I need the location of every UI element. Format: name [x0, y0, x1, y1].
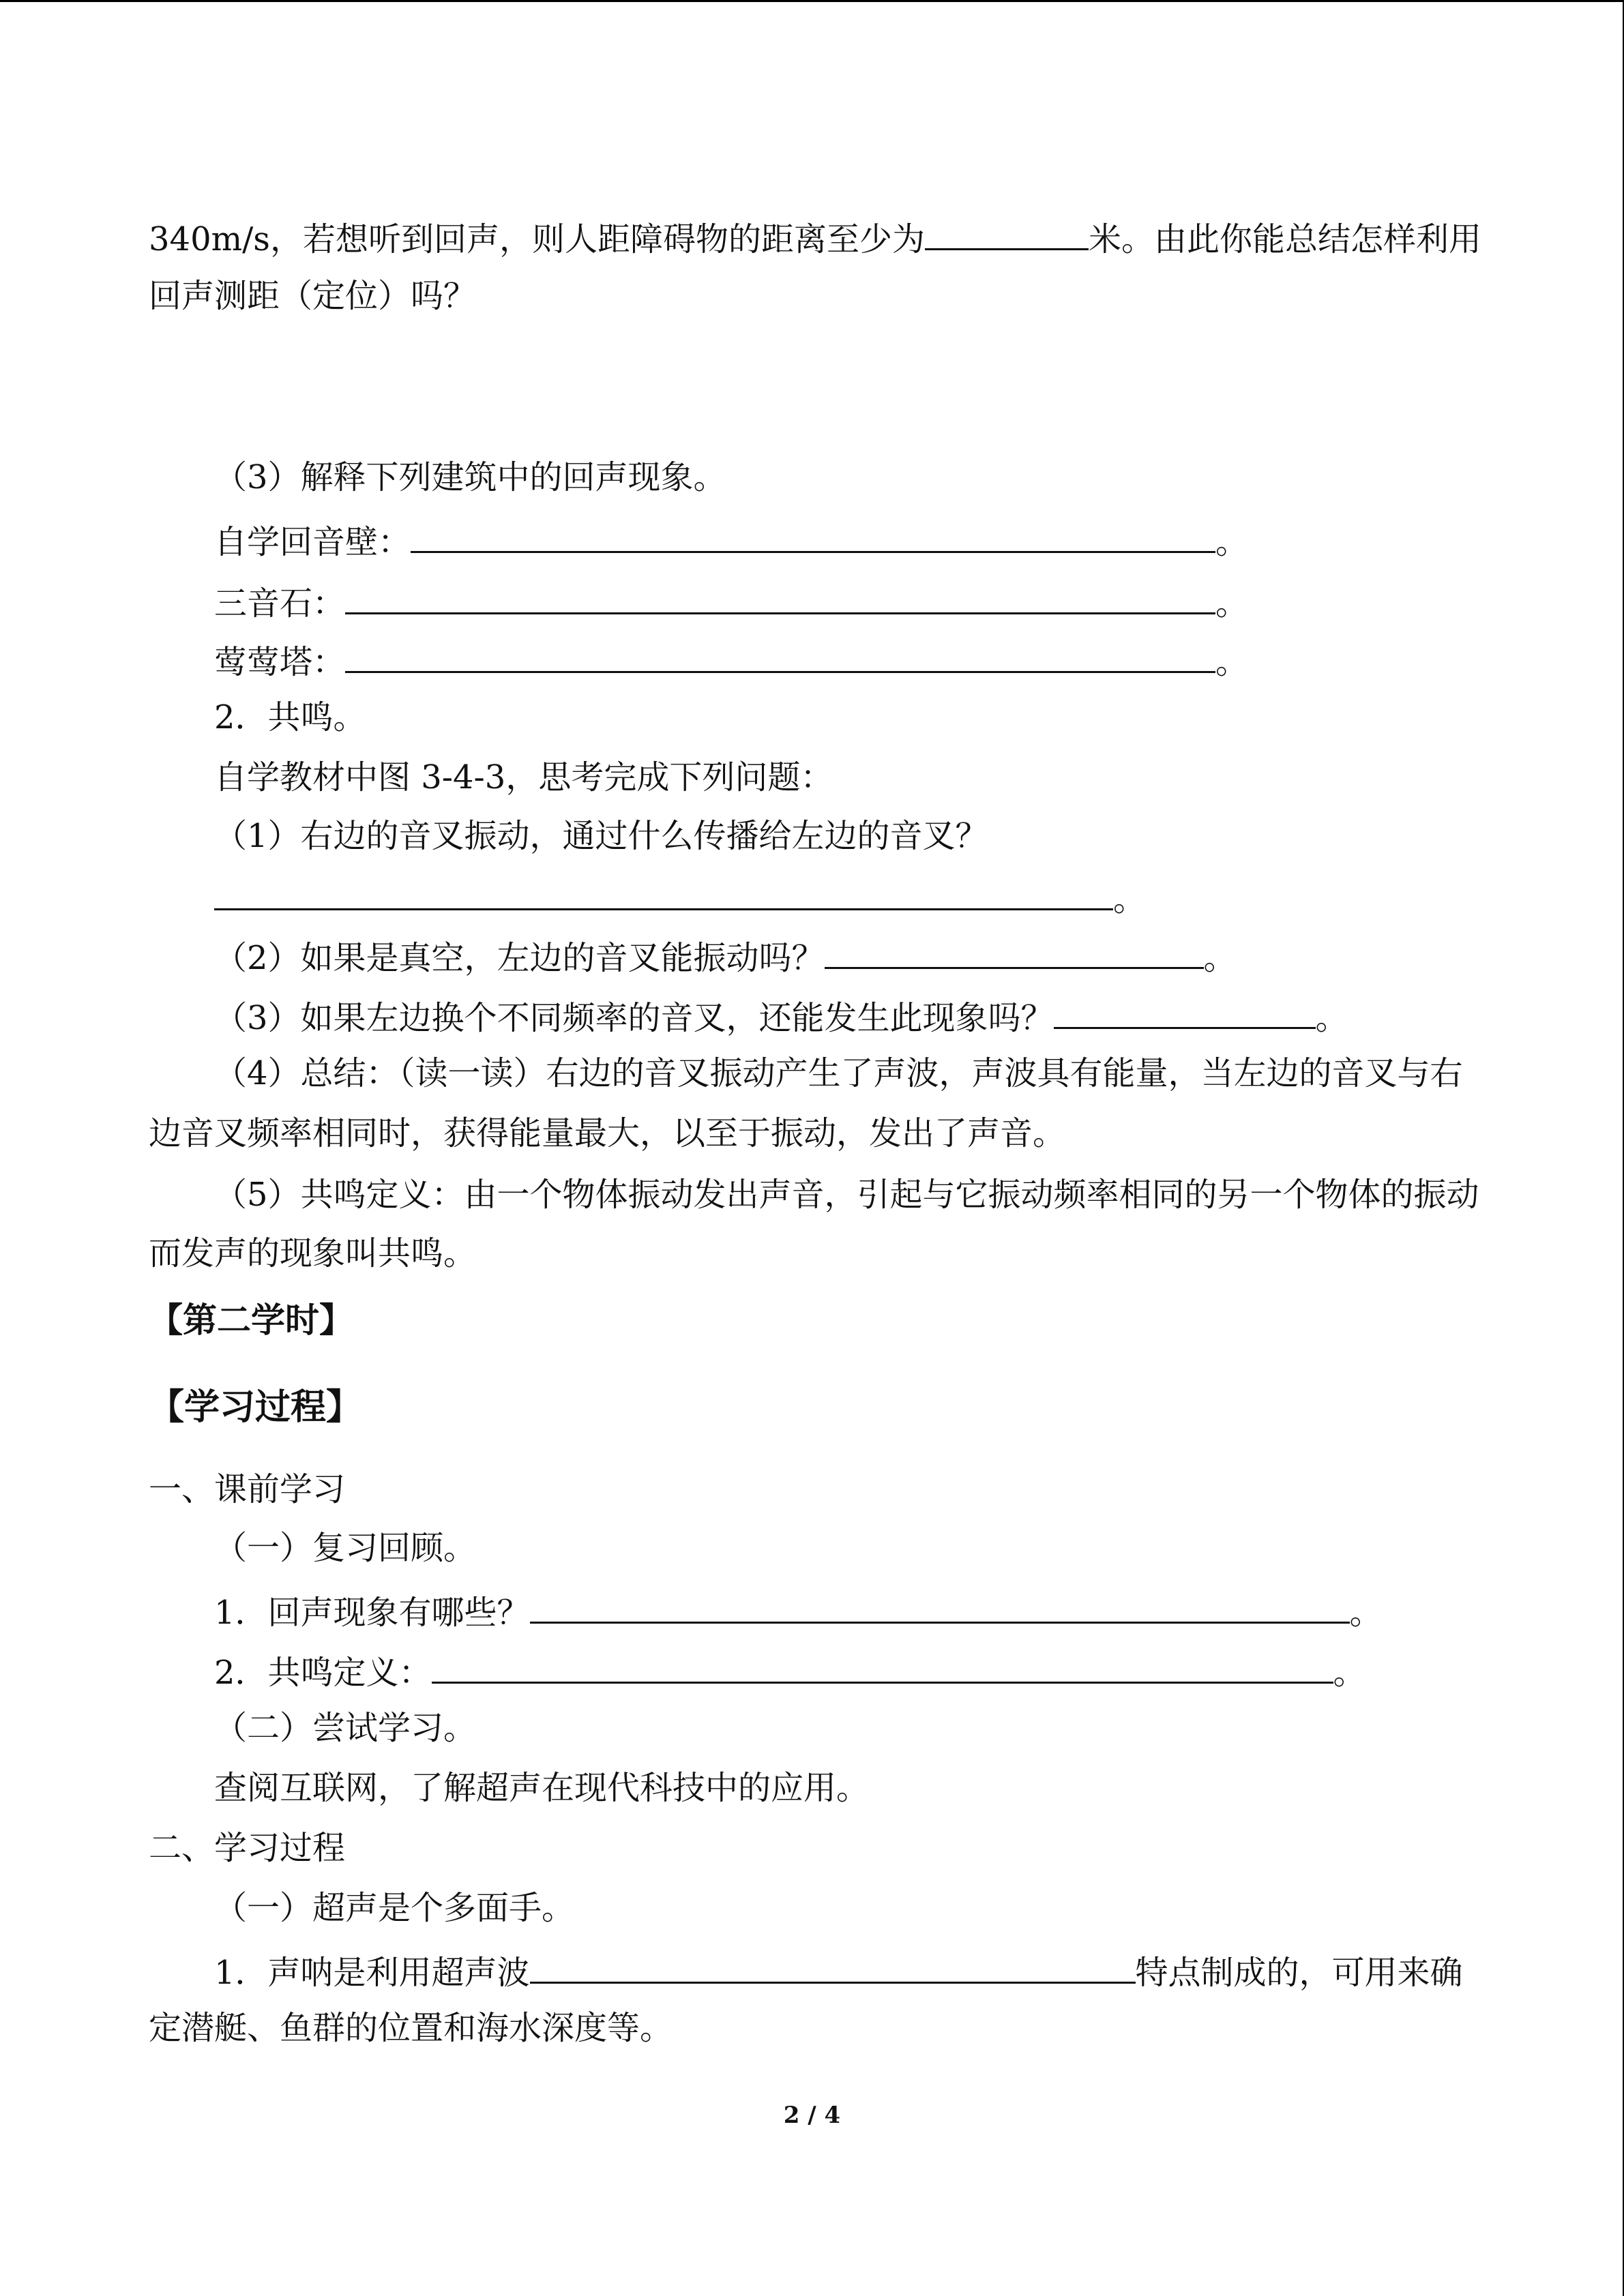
review-q2-text: 2．共鸣定义：: [214, 1654, 432, 1692]
sonar-text-end: 特点制成的，可用来确: [1135, 1954, 1463, 1992]
echo-wall-blank[interactable]: [411, 520, 1215, 553]
period: 。: [1315, 999, 1348, 1037]
resonance-q2-text: （2）如果是真空，左边的音叉能振动吗？: [214, 939, 825, 977]
echo-wall-label: 自学回音壁：: [214, 523, 411, 561]
echo-ranging-question: 回声测距（定位）吗？: [149, 277, 477, 315]
review-heading: （一）复习回顾。: [214, 1529, 477, 1567]
period: 。: [1215, 643, 1249, 681]
review-q2: [214, 1650, 1366, 1692]
pre-class-heading: 一、课前学习: [149, 1470, 346, 1508]
echo-distance-blank[interactable]: [925, 217, 1089, 250]
period: 。: [1113, 880, 1147, 919]
learning-process-heading: 【学习过程】: [149, 1387, 362, 1428]
resonance-q1-blank[interactable]: [214, 877, 1113, 910]
resonance-q3-blank[interactable]: [1054, 996, 1316, 1029]
review-q1: [214, 1590, 1383, 1632]
resonance-q2-blank[interactable]: [825, 936, 1204, 969]
resonance-summary-line2: 边音叉频率相同时，获得能量最大，以至于振动，发出了声音。: [149, 1114, 1066, 1152]
yingying-tower-blank[interactable]: [345, 640, 1215, 673]
period: 。: [1333, 1654, 1366, 1692]
three-stones-line: [214, 581, 1249, 623]
process-heading: 二、学习过程: [149, 1829, 346, 1867]
resonance-q1-answer: [214, 877, 1147, 919]
internet-instruction: 查阅互联网，了解超声在现代科技中的应用。: [214, 1769, 870, 1807]
resonance-heading: 2．共鸣。: [214, 698, 366, 736]
period: 。: [1215, 523, 1249, 561]
explain-echo-heading: （3）解释下列建筑中的回声现象。: [214, 458, 726, 496]
second-period-heading: 【第二学时】: [149, 1300, 353, 1340]
echo-distance-text-end: 米。由此你能总结怎样利用: [1088, 220, 1481, 258]
review-q1-blank[interactable]: [530, 1590, 1350, 1624]
resonance-q3: [214, 996, 1348, 1037]
echo-distance-text: 340m/s，若想听到回声，则人距障碍物的距离至少为: [149, 220, 925, 258]
sonar-question-continued: 定潜艇、鱼群的位置和海水深度等。: [149, 2009, 673, 2047]
yingying-tower-label: 莺莺塔：: [214, 643, 346, 681]
page-number: 2 / 4: [783, 2102, 841, 2129]
resonance-q2: [214, 936, 1237, 977]
yingying-tower-line: [214, 640, 1249, 681]
resonance-q3-text: （3）如果左边换个不同频率的音叉，还能发生此现象吗？: [214, 999, 1054, 1037]
ultrasound-heading: （一）超声是个多面手。: [214, 1889, 575, 1927]
echo-wall-line: [214, 520, 1249, 561]
try-learn-heading: （二）尝试学习。: [214, 1709, 477, 1747]
self-study-instruction: 自学教材中图 3-4-3，思考完成下列问题：: [214, 758, 833, 796]
resonance-q1: （1）右边的音叉振动，通过什么传播给左边的音叉？: [214, 817, 988, 855]
period: 。: [1203, 939, 1237, 977]
resonance-summary-line1: （4）总结：（读一读）右边的音叉振动产生了声波，声波具有能量，当左边的音叉与右: [214, 1054, 1463, 1092]
sonar-text: 1．声呐是利用超声波: [214, 1954, 530, 1992]
period: 。: [1349, 1594, 1383, 1632]
three-stones-label: 三音石：: [214, 584, 346, 623]
resonance-definition-line2: 而发声的现象叫共鸣。: [149, 1234, 477, 1272]
review-q2-blank[interactable]: [432, 1650, 1333, 1684]
sonar-blank[interactable]: [530, 1950, 1136, 1984]
period: 。: [1215, 584, 1249, 623]
echo-distance-question: [149, 217, 1481, 258]
sonar-question: [214, 1950, 1463, 1992]
review-q1-text: 1．回声现象有哪些？: [214, 1594, 530, 1632]
three-stones-blank[interactable]: [345, 581, 1215, 614]
resonance-definition-line1: （5）共鸣定义：由一个物体振动发出声音，引起与它振动频率相同的另一个物体的振动: [214, 1176, 1479, 1214]
